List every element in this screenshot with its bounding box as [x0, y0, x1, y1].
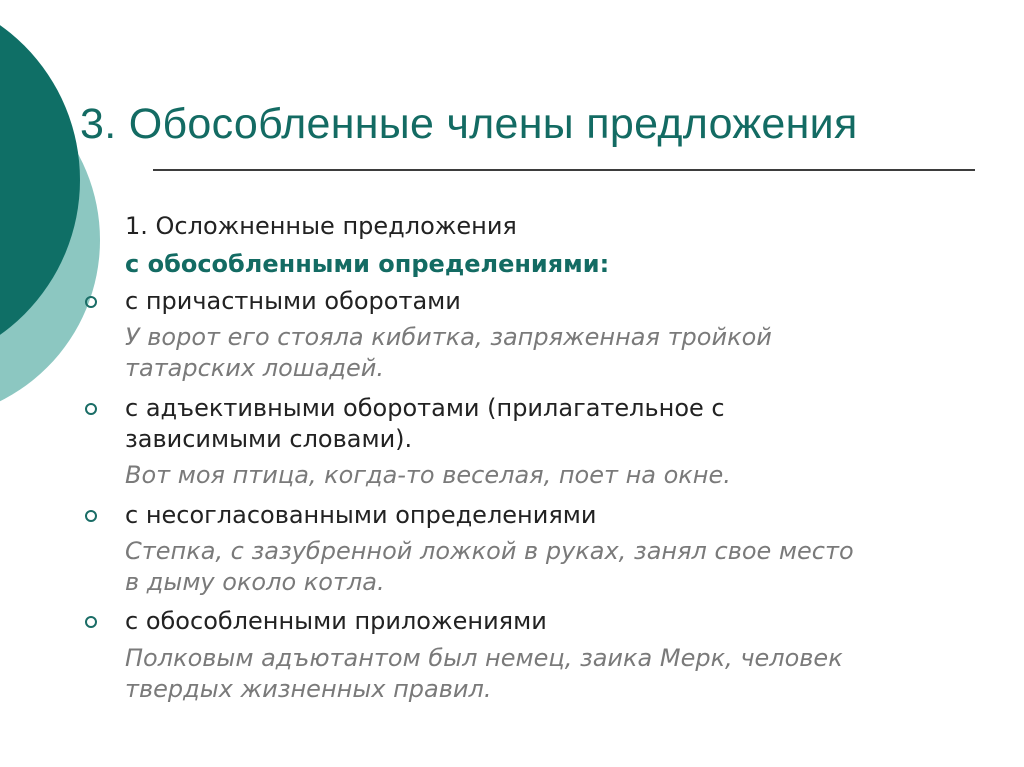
- example-line: в дыму около котла.: [125, 568, 385, 596]
- list-item-label: с обособленными приложениями: [125, 607, 547, 635]
- example-line: татарских лошадей.: [125, 354, 385, 382]
- example-line: Степка, с зазубренной ложкой в руках, занял свое место: [125, 537, 854, 565]
- sub-heading: с обособленными определениями:: [125, 250, 610, 278]
- bullet-icon: [85, 616, 97, 628]
- example-line: У ворот его стояла кибитка, запряженная тройкой: [125, 323, 772, 351]
- example-line: Вот моя птица, когда-то веселая, поет на окне.: [125, 461, 731, 489]
- list-item-label: с несогласованными определениями: [125, 501, 597, 529]
- list-item-label: с адъективными оборотами (прилагательное с: [125, 394, 725, 422]
- bullet-icon: [85, 510, 97, 522]
- slide-title: 3. Обособленные члены предложения: [80, 100, 858, 148]
- list-item-label: с причастными оборотами: [125, 287, 461, 315]
- intro-line: 1. Осложненные предложения: [125, 212, 517, 240]
- bullet-icon: [85, 403, 97, 415]
- example-line: твердых жизненных правил.: [125, 675, 492, 703]
- title-divider: [153, 169, 975, 171]
- example-line: Полковым адъютантом был немец, заика Мерк, человек: [125, 644, 843, 672]
- list-item-label: зависимыми словами).: [125, 425, 413, 453]
- bullet-icon: [85, 296, 97, 308]
